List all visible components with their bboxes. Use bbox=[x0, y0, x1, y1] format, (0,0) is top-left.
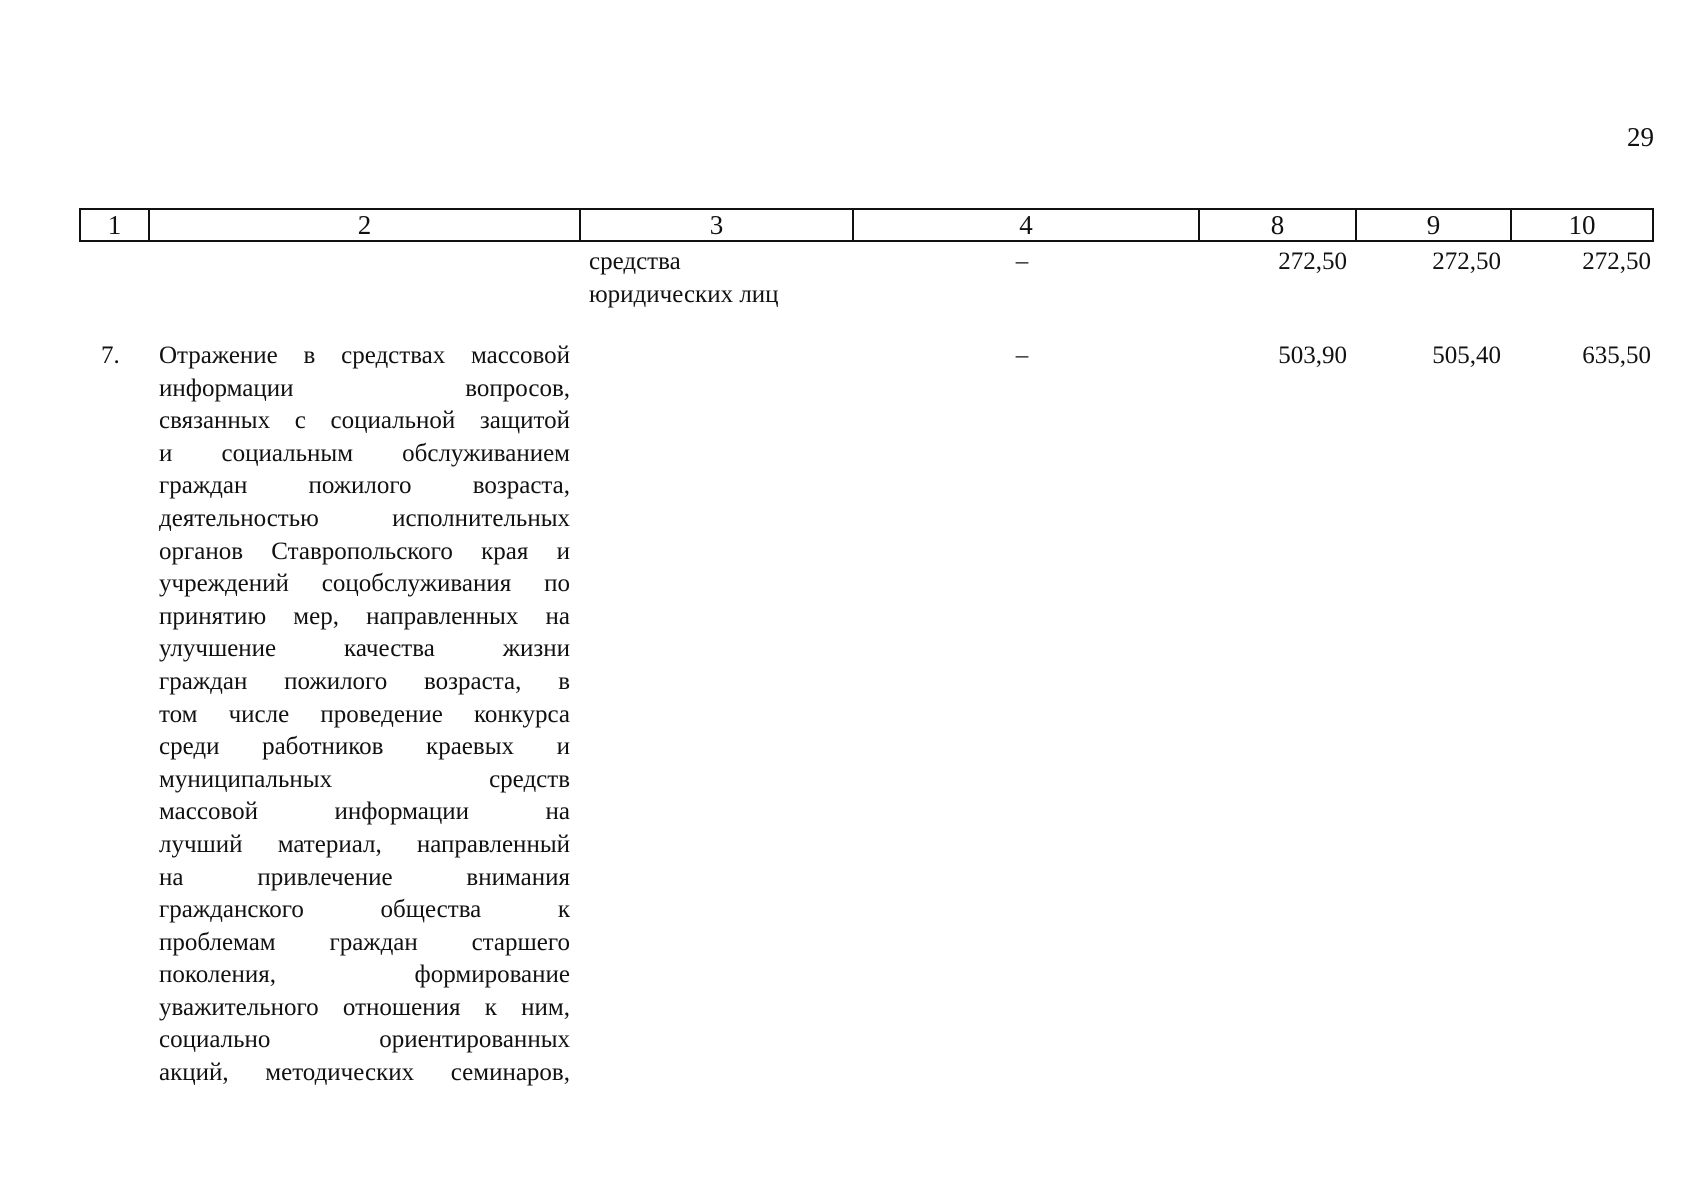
col10-value: 272,50 bbox=[1582, 248, 1651, 275]
description-line: том числе проведение конкурса bbox=[159, 700, 570, 728]
header-col-3: 3 bbox=[579, 210, 852, 240]
header-col-9: 9 bbox=[1355, 210, 1510, 240]
col10-value: 635,50 bbox=[1582, 342, 1651, 369]
description-line: Отражение в средствах массовой bbox=[159, 342, 570, 369]
description-line: связанных с социальной защитой bbox=[159, 407, 570, 435]
description-line: органов Ставропольского края и bbox=[159, 537, 570, 565]
description-line: граждан пожилого возраста, bbox=[159, 472, 570, 500]
col9-value: 505,40 bbox=[1432, 342, 1501, 369]
source-line: юридических лиц bbox=[589, 280, 779, 308]
header-col-10: 10 bbox=[1510, 210, 1652, 240]
description-line: среди работников краевых и bbox=[159, 733, 570, 761]
description-line: граждан пожилого возраста, в bbox=[159, 667, 570, 695]
source-cell bbox=[589, 246, 849, 311]
col8-value: 503,90 bbox=[1278, 342, 1347, 369]
description-line: улучшение качества жизни bbox=[159, 635, 570, 663]
header-col-1: 1 bbox=[107, 210, 122, 240]
table-header-row bbox=[79, 208, 1654, 242]
description-line: социально ориентированных bbox=[159, 1026, 570, 1054]
description-line: гражданского общества к bbox=[159, 896, 570, 924]
page-number: 29 bbox=[1627, 122, 1654, 152]
source-line: средства bbox=[589, 248, 681, 275]
description-line: и социальным обслуживанием bbox=[159, 439, 570, 467]
description-line: муниципальных средств bbox=[159, 765, 570, 793]
header-col-4: 4 bbox=[852, 210, 1198, 240]
col4-value: – bbox=[1015, 342, 1029, 369]
description-line: массовой информации на bbox=[159, 798, 570, 826]
col8-value: 272,50 bbox=[1278, 248, 1347, 275]
description-line: информации вопросов, bbox=[159, 374, 570, 402]
description-line: лучший материал, направленный bbox=[159, 830, 570, 858]
description-cell bbox=[159, 340, 570, 1090]
header-col-8: 8 bbox=[1198, 210, 1355, 240]
description-line: поколения, формирование bbox=[159, 961, 570, 989]
col4-value: – bbox=[1015, 248, 1029, 275]
description-line: проблемам граждан старшего bbox=[159, 928, 570, 956]
row-number: 7. bbox=[101, 342, 120, 369]
header-col-2: 2 bbox=[148, 210, 579, 240]
description-line: уважительного отношения к ним, bbox=[159, 993, 570, 1021]
description-line: акций, методических семинаров, bbox=[159, 1059, 570, 1087]
col9-value: 272,50 bbox=[1432, 248, 1501, 275]
description-line: принятию мер, направленных на bbox=[159, 602, 570, 630]
description-line: на привлечение внимания bbox=[159, 863, 570, 891]
description-line: деятельностью исполнительных bbox=[159, 504, 570, 532]
description-line: учреждений соцобслуживания по bbox=[159, 570, 570, 598]
